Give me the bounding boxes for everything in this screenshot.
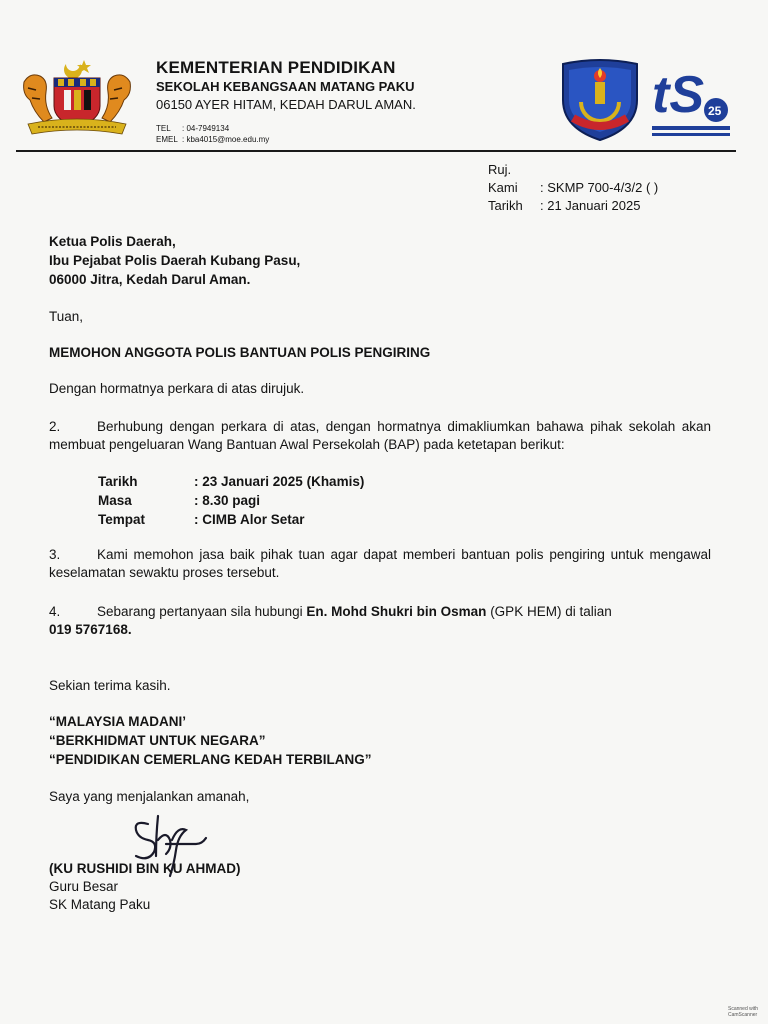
reference-block bbox=[488, 161, 658, 215]
scanner-watermark: Scanned with CamScanner bbox=[728, 1006, 759, 1018]
school-name: SEKOLAH KEBANGSAAN MATANG PAKU bbox=[156, 79, 415, 94]
tel-value: : 04-7949134 bbox=[182, 124, 230, 133]
details-row-time bbox=[98, 491, 364, 510]
paragraph-4-text-after: (GPK HEM) di talian bbox=[486, 604, 612, 619]
closing-line: Sekian terima kasih. bbox=[49, 678, 171, 693]
details-value: : CIMB Alor Setar bbox=[194, 512, 305, 527]
date-label: Tarikh bbox=[488, 198, 523, 213]
svg-text:tS: tS bbox=[652, 66, 704, 124]
paragraph-3 bbox=[49, 546, 711, 582]
school-logo bbox=[559, 58, 641, 142]
paragraph-3-number: 3. bbox=[49, 547, 61, 562]
sign-off: Saya yang menjalankan amanah, bbox=[49, 789, 250, 804]
subject-line: MEMOHON ANGGOTA POLIS BANTUAN POLIS PENGIRING bbox=[49, 345, 431, 360]
paragraph-4-number: 4. bbox=[49, 604, 61, 619]
details-value: : 23 Januari 2025 (Khamis) bbox=[194, 474, 365, 489]
coat-of-arms-logo bbox=[14, 58, 140, 136]
paragraph-2-text: Berhubung dengan perkara di atas, dengan hormatnya dimakliumkan bahawa pihak sekolah akan membuat pengeluaran Wang Bantuan Awal Persekolah (BAP) pada ketetapan berikut: bbox=[49, 419, 711, 452]
contact-phone: 019 5767168. bbox=[49, 622, 132, 637]
tel-label: TEL bbox=[156, 124, 171, 133]
opening-line: Dengan hormatnya perkara di atas dirujuk. bbox=[49, 381, 305, 396]
contact-person-name: En. Mohd Shukri bin Osman bbox=[306, 604, 487, 619]
details-label: Tarikh bbox=[98, 474, 138, 489]
ministry-name: KEMENTERIAN PENDIDIKAN bbox=[156, 58, 396, 77]
details-row-place bbox=[98, 510, 364, 529]
svg-text:25: 25 bbox=[708, 104, 722, 118]
paragraph-2 bbox=[49, 418, 711, 454]
school-address: 06150 AYER HITAM, KEDAH DARUL AMAN. bbox=[156, 97, 416, 112]
details-row-date bbox=[98, 472, 364, 491]
salutation: Tuan, bbox=[49, 309, 84, 324]
date-value: : 21 Januari 2025 bbox=[540, 198, 641, 213]
details-label: Masa bbox=[98, 493, 132, 508]
ts25-logo bbox=[650, 58, 732, 142]
recipient-line-3: 06000 Jitra, Kedah Darul Aman. bbox=[49, 272, 251, 287]
slogan-1: “MALAYSIA MADANI’ bbox=[49, 714, 187, 729]
paragraph-2-number: 2. bbox=[49, 419, 61, 434]
paragraph-4-text-before: Sebarang pertanyaan sila hubungi bbox=[97, 604, 307, 619]
paragraph-4 bbox=[49, 603, 711, 639]
details-label: Tempat bbox=[98, 512, 146, 527]
slogan-3: “PENDIDIKAN CEMERLANG KEDAH TERBILANG” bbox=[49, 752, 372, 767]
details-value: : 8.30 pagi bbox=[194, 493, 261, 508]
letterhead-text bbox=[156, 58, 556, 145]
signatory-title: Guru Besar bbox=[49, 879, 119, 894]
recipient-line-2: Ibu Pejabat Polis Daerah Kubang Pasu, bbox=[49, 253, 301, 268]
email-value: : kba4015@moe.edu.my bbox=[182, 135, 270, 144]
paragraph-3-text: Kami memohon jasa baik pihak tuan agar dapat memberi bantuan polis pengiring untuk mengawal keselamatan sewaktu proses tersebut. bbox=[49, 547, 711, 580]
signatory-school: SK Matang Paku bbox=[49, 897, 151, 912]
details-table bbox=[98, 472, 364, 529]
slogan-2: “BERKHIDMAT UNTUK NEGARA” bbox=[49, 733, 266, 748]
ref-value: : SKMP 700-4/3/2 ( ) bbox=[540, 180, 659, 195]
signatory-name: (KU RUSHIDI BIN KU AHMAD) bbox=[49, 861, 241, 876]
recipient-line-1: Ketua Polis Daerah, bbox=[49, 234, 176, 249]
ref-label: Ruj. Kami bbox=[488, 162, 518, 195]
email-label: EMEL bbox=[156, 135, 178, 144]
contact-info bbox=[156, 123, 556, 145]
letterhead-divider bbox=[16, 150, 736, 152]
